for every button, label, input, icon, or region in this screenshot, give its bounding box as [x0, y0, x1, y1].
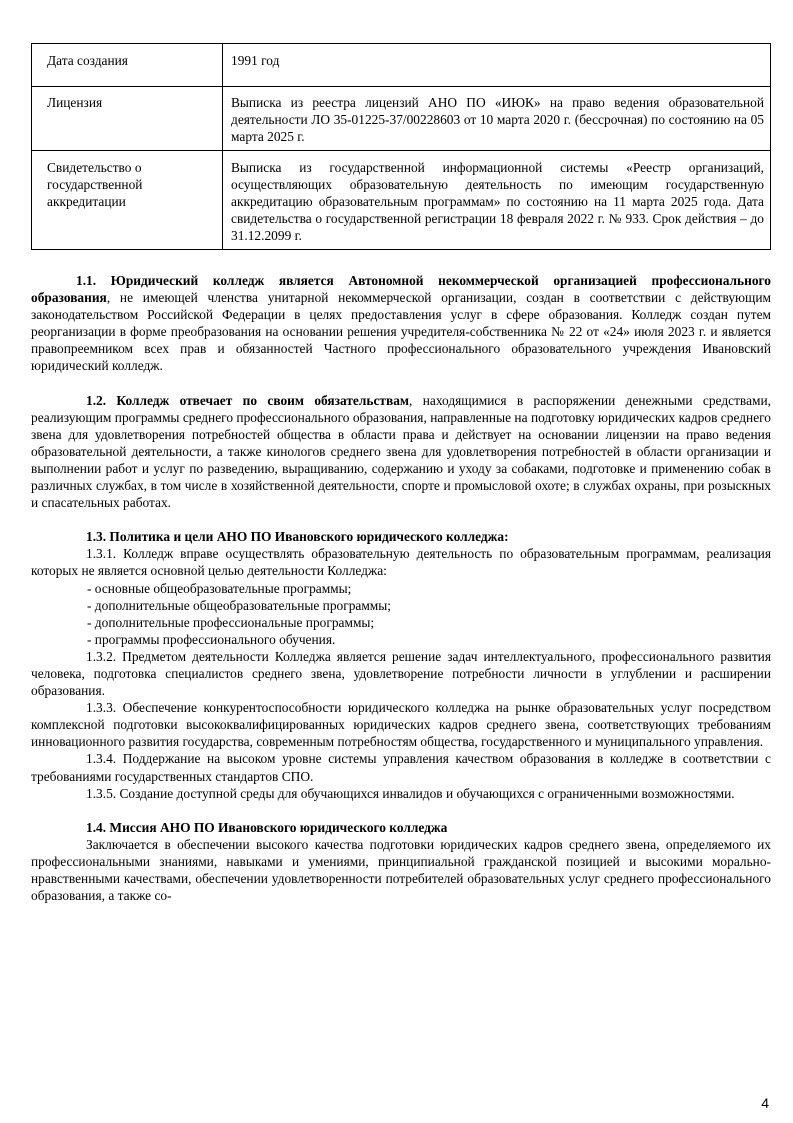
- list-item: - программы профессионального обучения.: [87, 631, 336, 647]
- paragraph-1-2-text: , находящимися в распоряжении денежными средствами, реализующим программы среднего профессионального образования, направленные на подготовку юридических кадров среднего звена для удовлетворения потребностей общества в области права и действует на основании лицензии на право ведения образовательной деятельности, а также кинологов среднего звена для удовлетворения потребностей в области организации и выполнении работ и услуг по разведению, выращиванию, содержанию и уходу за собаками, подготовке и применению собак в различных службах, в том числе в хозяйственной деятельности, спорте и промысловой охоте; в службах охраны, при розыскных и спасательных работах.: [31, 392, 772, 511]
- page-number: 4: [761, 1095, 769, 1111]
- document-body: [31, 272, 771, 904]
- table-row: [32, 151, 771, 250]
- paragraph-1-2-bold: 1.2. Колледж отвечает по своим обязательствам: [86, 392, 410, 408]
- paragraph-1-3-5: 1.3.5. Создание доступной среды для обучающихся инвалидов и обучающихся с ограниченными возможностями.: [86, 785, 735, 801]
- table-row: [32, 87, 771, 151]
- list-item: - дополнительные общеобразовательные программы;: [87, 597, 392, 613]
- table-value: Выписка из реестра лицензий АНО ПО «ИЮК» на право ведения образовательной деятельности ЛО 35-01225-37/00228603 от 10 марта 2020 г. (бессрочная) по состоянию на 05 марта 2025 г.: [223, 87, 771, 151]
- paragraph-1-1-text: , не имеющей членства унитарной некоммерческой организации, создан в соответствии с действующим законодательством Российской Федерации в целях предоставления услуг в сфере образования. Колледж создан путем реорганизации в форме преобразования на основании решения учредителя-собственника № 22 от «24» июля 2023 г. и является правопреемником всех прав и обязанностей Частного профессионального образовательного учреждения Ивановский юридический колледж.: [31, 290, 771, 374]
- table-label: Свидетельство о государственной аккредитации: [32, 151, 223, 250]
- program-list: [31, 580, 771, 648]
- table-value: Выписка из государственной информационной системы «Реестр организаций, осуществляющих образовательную деятельность по имеющим государственную аккредитацию образовательным программам» по состоянию на 11 марта 2025 года. Дата свидетельства о государственной регистрации 18 февраля 2022 г. № 933. Срок действия – до 31.12.2099 г.: [223, 151, 771, 250]
- paragraph-1-2: [31, 392, 771, 512]
- list-item: - дополнительные профессиональные программы;: [87, 614, 375, 630]
- paragraph-1-1-bold: 1.1. Юридический колледж является Автономной некоммерческой организацией профессионального образования: [31, 273, 771, 306]
- paragraph-1-3-3: 1.3.3. Обеспечение конкурентоспособности юридического колледжа на рынке образовательных услуг посредством комплексной подготовки высококвалифицированных юридических кадров среднего звена, соответствующих требованиям инновационного развития государства, современным потребностям общества, государственного и муниципального управления.: [31, 700, 771, 750]
- section-1-4-heading: 1.4. Миссия АНО ПО Ивановского юридического колледжа: [86, 819, 448, 835]
- list-item: - основные общеобразовательные программы;: [87, 580, 352, 596]
- section-1-3-heading: 1.3. Политика и цели АНО ПО Ивановского юридического колледжа:: [86, 529, 509, 545]
- paragraph-1-3-4: 1.3.4. Поддержание на высоком уровне системы управления качеством образования в колледже в соответствии с требованиями государственных стандартов СПО.: [31, 751, 771, 784]
- table-row: [32, 44, 771, 87]
- paragraph-1-3-2: 1.3.2. Предметом деятельности Колледжа является решение задач интеллектуального, профессионального развития человека, подготовка специалистов среднего звена, удовлетворение потребности личности в углублении и расширении образования.: [31, 648, 771, 699]
- info-table: [31, 43, 771, 250]
- paragraph-1-1: [31, 272, 771, 375]
- page-content: [31, 43, 771, 904]
- paragraph-1-4: Заключается в обеспечении высокого качества подготовки юридических кадров среднего звена, определяемого их профессиональными знаниями, навыками и умениями, принципиальной гражданской позицией и высокими морально-нравственными качествами, обеспечении удовлетворенности потребителей образовательных услуг среднего профессионального образования, а также со-: [31, 836, 771, 904]
- paragraph-1-3-1: 1.3.1. Колледж вправе осуществлять образовательную деятельность по образовательным программам, реализация которых не является основной целью деятельности Колледжа:: [31, 546, 771, 579]
- table-label: Дата создания: [32, 44, 223, 87]
- table-label: Лицензия: [32, 87, 223, 151]
- table-value: 1991 год: [223, 44, 771, 87]
